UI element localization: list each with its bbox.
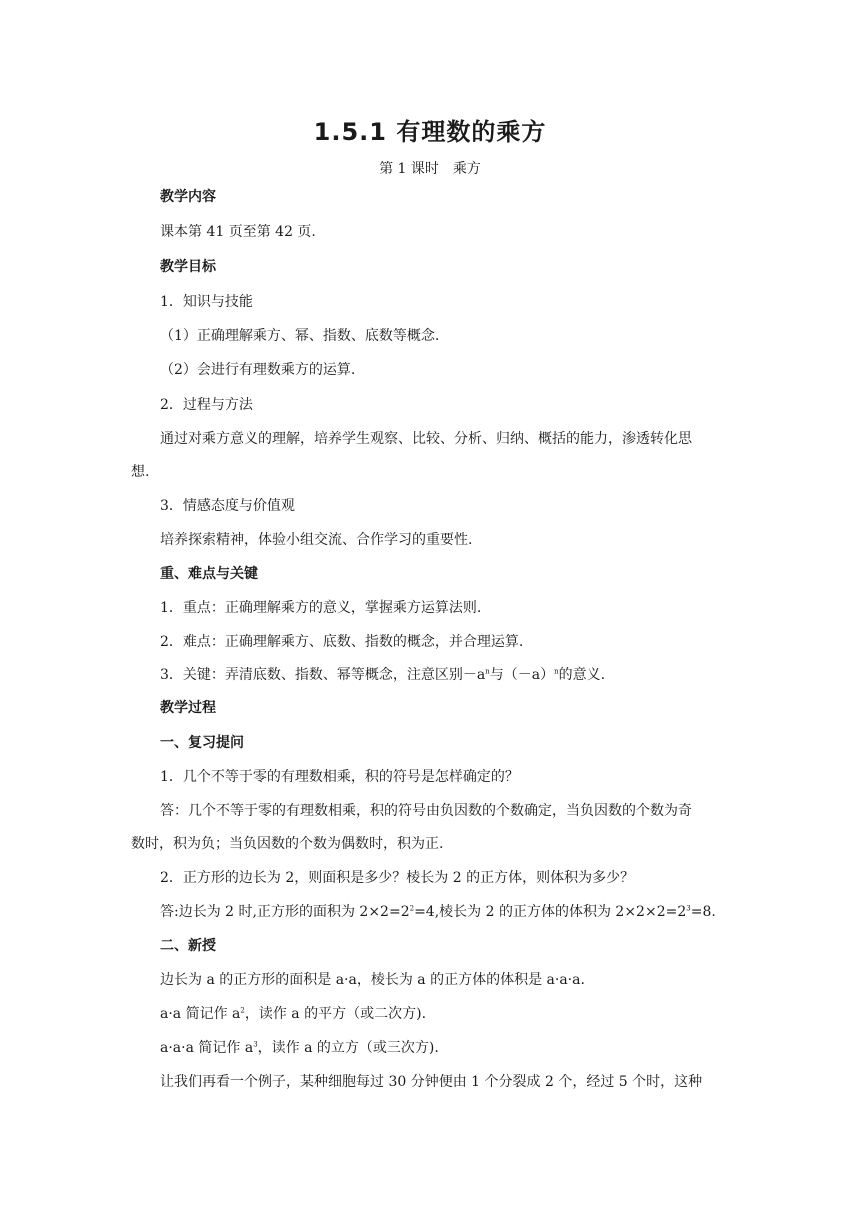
paragraph: 数时，积为负；当负因数的个数为偶数时，积为正. — [131, 836, 444, 852]
text: ，读作 a 的立方（或三次方). — [257, 1040, 439, 1056]
superscript: 3 — [253, 1040, 258, 1049]
text: 与（－a） — [489, 667, 555, 683]
superscript: 2 — [240, 1006, 245, 1015]
heading-teaching-process: 教学过程 — [160, 700, 216, 716]
text: a·a 简记作 a — [160, 1006, 241, 1022]
text: ，读作 a 的平方（或二次方). — [244, 1006, 427, 1022]
page-subtitle: 第 1 课时 乘方 — [379, 161, 481, 177]
paragraph — [160, 902, 740, 922]
text: =4,棱长为 2 的正方体的体积为 2×2×2=2 — [414, 904, 687, 920]
paragraph: （1）正确理解乘方、幂、指数、底数等概念. — [160, 328, 440, 344]
heading-teaching-content: 教学内容 — [160, 189, 216, 205]
superscript: 3 — [686, 904, 691, 913]
heading-review: 一、复习提问 — [160, 735, 244, 751]
paragraph: 边长为 a 的正方形的面积是 a·a，棱长为 a 的正方体的体积是 a·a·a. — [160, 972, 585, 988]
paragraph: 1．几个不等于零的有理数相乘，积的符号是怎样确定的？ — [160, 769, 519, 785]
paragraph: 3．情感态度与价值观 — [160, 498, 295, 514]
paragraph — [160, 1038, 740, 1058]
text: =8. — [690, 904, 716, 920]
paragraph: 1．重点：正确理解乘方的意义，掌握乘方运算法则. — [160, 600, 482, 616]
paragraph: 1．知识与技能 — [160, 294, 253, 310]
superscript: 2 — [409, 904, 415, 913]
paragraph: 培养探索精神，体验小组交流、合作学习的重要性. — [160, 532, 473, 548]
paragraph: 2．过程与方法 — [160, 397, 253, 413]
paragraph — [160, 665, 740, 685]
text: 的意义. — [558, 667, 606, 683]
paragraph: 答：几个不等于零的有理数相乘，积的符号由负因数的个数确定，当负因数的个数为奇 — [160, 803, 692, 819]
paragraph: 2．正方形的边长为 2，则面积是多少？棱长为 2 的正方体，则体积为多少？ — [160, 870, 635, 886]
heading-key-points: 重、难点与关键 — [160, 566, 258, 582]
text: 答:边长为 2 时,正方形的面积为 2×2=2 — [160, 904, 410, 920]
superscript: n — [485, 667, 490, 676]
paragraph: 课本第 41 页至第 42 页. — [160, 224, 316, 240]
paragraph — [160, 1004, 740, 1024]
paragraph: 想. — [131, 464, 150, 480]
text: 3．关键：弄清底数、指数、幂等概念，注意区别－a — [160, 667, 486, 683]
page-title: 1.5.1 有理数的乘方 — [313, 118, 547, 146]
superscript: n — [554, 667, 559, 676]
heading-new-lesson: 二、新授 — [160, 938, 216, 954]
paragraph: 2．难点：正确理解乘方、底数、指数的概念，并合理运算. — [160, 634, 524, 650]
paragraph: （2）会进行有理数乘方的运算. — [160, 362, 356, 378]
paragraph: 让我们再看一个例子，某种细胞每过 30 分钟便由 1 个分裂成 2 个，经过 5 个时，这种 — [160, 1074, 703, 1090]
heading-teaching-goals: 教学目标 — [160, 259, 216, 275]
text: a·a·a 简记作 a — [160, 1040, 254, 1056]
paragraph: 通过对乘方意义的理解，培养学生观察、比较、分析、归纳、概括的能力，渗透转化思 — [160, 431, 692, 447]
